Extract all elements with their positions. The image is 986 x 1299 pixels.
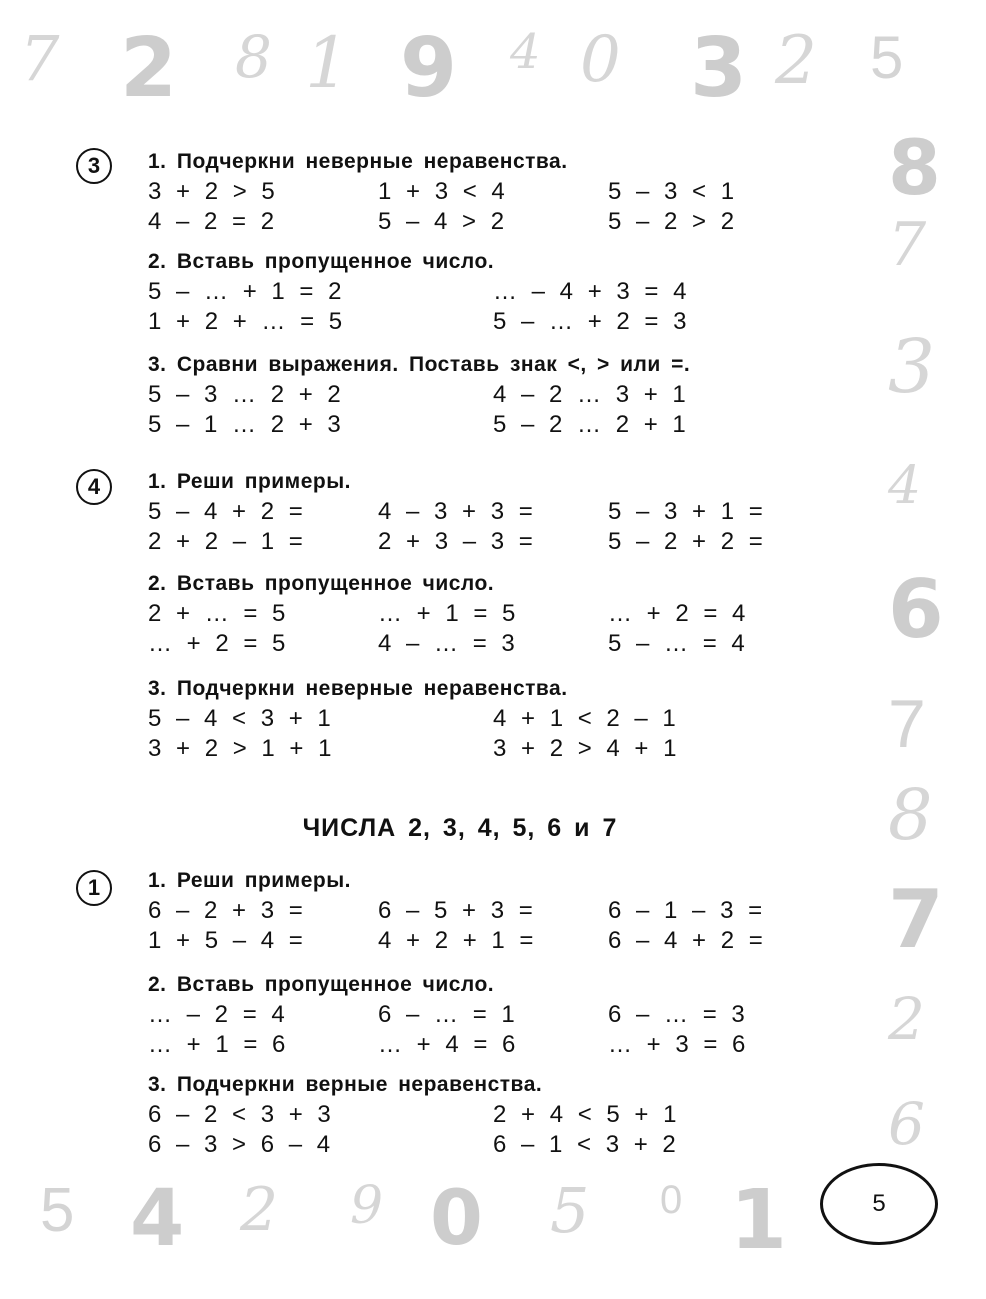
math-expression: 6 – … = 3	[608, 1001, 746, 1028]
decor-digit-top: 1	[305, 22, 350, 104]
decor-digit-top: 9	[400, 21, 458, 116]
math-expression: 6 – 1 < 3 + 2	[493, 1131, 677, 1158]
decor-digit-top: 0	[580, 23, 621, 97]
decor-digit-bottom: 0	[430, 1173, 483, 1262]
exercise-number-badge: 3	[76, 148, 112, 184]
math-expression: 5 – 1 … 2 + 3	[148, 411, 342, 438]
math-expression: 6 – 2 < 3 + 3	[148, 1101, 332, 1128]
task-heading: 2. Вставь пропущенное число.	[148, 572, 495, 595]
math-expression: 6 – 5 + 3 =	[378, 897, 534, 924]
math-expression: … + 1 = 5	[378, 600, 517, 627]
decor-digit-right: 4	[888, 456, 922, 516]
math-expression: 1 + 3 < 4	[378, 178, 506, 205]
math-expression: 4 + 1 < 2 – 1	[493, 705, 677, 732]
decor-digit-right: 2	[888, 985, 925, 1053]
math-expression: 5 – 2 + 2 =	[608, 528, 764, 555]
exercise-number-badge: 4	[76, 469, 112, 505]
decor-digit-bottom: 5	[40, 1176, 75, 1245]
math-expression: 6 – … = 1	[378, 1001, 516, 1028]
math-expression: 5 – … + 1 = 2	[148, 278, 343, 305]
math-expression: … + 2 = 5	[148, 630, 287, 657]
math-expression: 5 – 3 + 1 =	[608, 498, 764, 525]
math-expression: 5 – … = 4	[608, 630, 746, 657]
math-expression: 5 – 2 … 2 + 1	[493, 411, 687, 438]
math-expression: 5 – 3 … 2 + 2	[148, 381, 342, 408]
decor-digit-right: 8	[888, 123, 941, 212]
math-expression: 5 – 3 < 1	[608, 178, 736, 205]
task-heading: 3. Подчеркни неверные неравенства.	[148, 677, 568, 700]
exercise-number-badge: 1	[76, 870, 112, 906]
math-expression: 6 – 4 + 2 =	[608, 927, 764, 954]
math-expression: 4 – 2 … 3 + 1	[493, 381, 687, 408]
math-expression: 6 – 1 – 3 =	[608, 897, 764, 924]
task-heading: 1. Реши примеры.	[148, 869, 351, 892]
decor-digit-top: 4	[510, 24, 541, 80]
decor-digit-bottom: 0	[660, 1178, 683, 1222]
math-expression: 1 + 2 + … = 5	[148, 308, 344, 335]
math-expression: 2 + 2 – 1 =	[148, 528, 304, 555]
math-expression: 6 – 3 > 6 – 4	[148, 1131, 332, 1158]
decor-digit-right: 7	[888, 873, 944, 966]
math-expression: 5 – 4 + 2 =	[148, 498, 304, 525]
decor-digit-top: 8	[235, 23, 272, 91]
decor-digit-top: 2	[120, 21, 178, 116]
math-expression: 5 – 2 > 2	[608, 208, 736, 235]
decor-digit-right: 6	[888, 563, 944, 656]
decor-digit-top: 7	[20, 22, 60, 95]
math-expression: 2 + … = 5	[148, 600, 287, 627]
task-heading: 2. Вставь пропущенное число.	[148, 973, 495, 996]
task-heading: 2. Вставь пропущенное число.	[148, 250, 495, 273]
math-expression: 2 + 4 < 5 + 1	[493, 1101, 678, 1128]
math-expression: 6 – 2 + 3 =	[148, 897, 304, 924]
math-expression: 5 – 4 > 2	[378, 208, 506, 235]
math-expression: 3 + 2 > 5	[148, 178, 276, 205]
decor-digit-right: 3	[888, 324, 936, 410]
math-expression: 5 – … + 2 = 3	[493, 308, 688, 335]
decor-digit-bottom: 5	[550, 1174, 590, 1247]
math-expression: 3 + 2 > 1 + 1	[148, 735, 333, 762]
task-heading: 3. Подчеркни верные неравенства.	[148, 1073, 543, 1096]
decor-digit-top: 5	[870, 24, 904, 91]
math-expression: 2 + 3 – 3 =	[378, 528, 534, 555]
section-title: ЧИСЛА 2, 3, 4, 5, 6 и 7	[302, 814, 618, 842]
math-expression: … + 2 = 4	[608, 600, 747, 627]
task-heading: 1. Подчеркни неверные неравенства.	[148, 150, 568, 173]
task-heading: 3. Сравни выражения. Поставь знак <, > или =.	[148, 353, 691, 376]
math-expression: … – 2 = 4	[148, 1001, 286, 1028]
decor-digit-bottom: 4	[130, 1174, 185, 1264]
math-expression: 4 – 3 + 3 =	[378, 498, 534, 525]
math-expression: 4 – 2 = 2	[148, 208, 276, 235]
page-number: 5	[820, 1163, 938, 1245]
task-heading: 1. Реши примеры.	[148, 470, 351, 493]
math-expression: 3 + 2 > 4 + 1	[493, 735, 678, 762]
math-expression: … + 3 = 6	[608, 1031, 747, 1058]
math-expression: 5 – 4 < 3 + 1	[148, 705, 332, 732]
math-expression: 1 + 5 – 4 =	[148, 927, 304, 954]
math-expression: … – 4 + 3 = 4	[493, 278, 688, 305]
decor-digit-top: 2	[775, 22, 817, 99]
decor-digit-right: 6	[888, 1090, 925, 1158]
math-expression: 4 + 2 + 1 =	[378, 927, 535, 954]
math-expression: 4 – … = 3	[378, 630, 516, 657]
math-expression: … + 4 = 6	[378, 1031, 517, 1058]
decor-digit-bottom: 2	[240, 1175, 279, 1245]
decor-digit-right: 7	[888, 686, 926, 762]
decor-digit-top: 3	[690, 21, 748, 116]
math-expression: … + 1 = 6	[148, 1031, 287, 1058]
decor-digit-right: 7	[888, 210, 927, 280]
decor-digit-bottom: 1	[730, 1173, 788, 1268]
decor-digit-right: 8	[888, 774, 933, 856]
decor-digit-bottom: 9	[350, 1176, 384, 1236]
